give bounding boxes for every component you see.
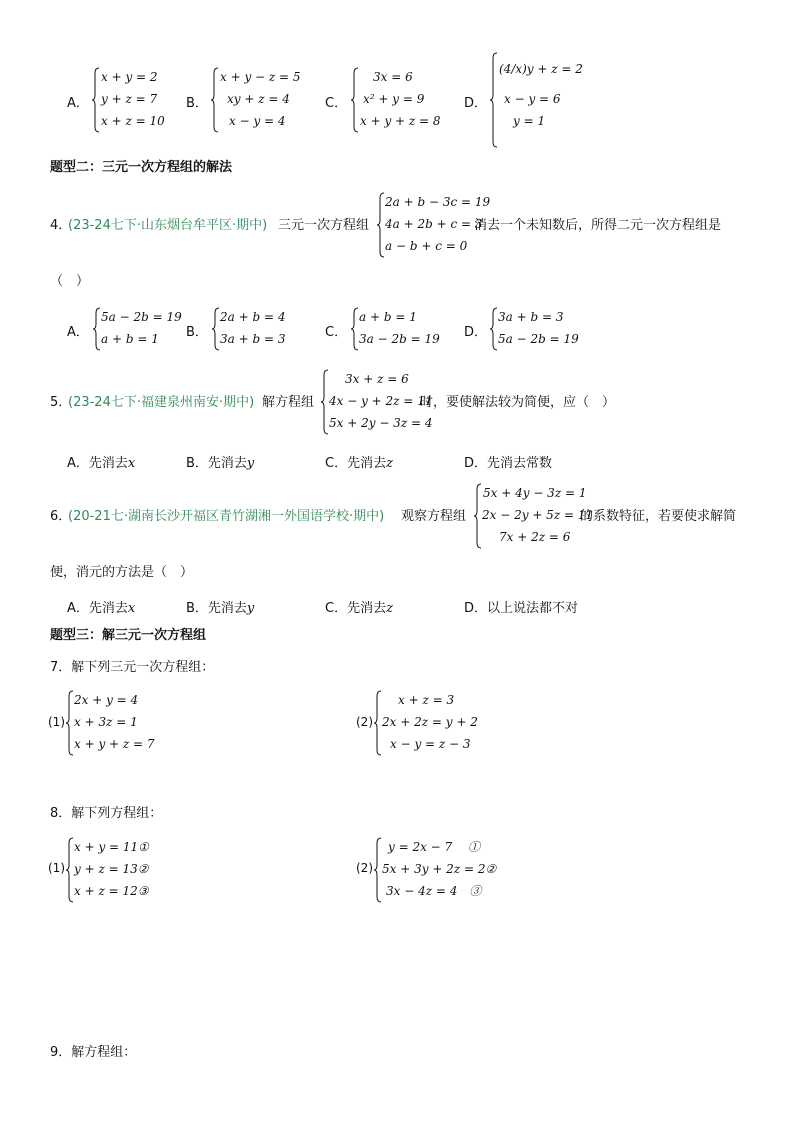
question-9-text: 9．解方程组： <box>50 1045 137 1060</box>
answer-blank: （ ） <box>50 274 90 289</box>
equation: 3x = 6 <box>373 70 413 84</box>
equation: (4/x)y + z = 2 <box>499 62 583 76</box>
brace-icon <box>374 690 382 756</box>
q4-option-a-label: A． <box>67 325 89 340</box>
equation: 3a + b = 3 <box>220 332 286 346</box>
equation: x − y = 4 <box>229 114 286 128</box>
question-number: 4． <box>50 218 72 233</box>
q4-option-d-label: D． <box>464 325 488 340</box>
q3-option-d-label: D． <box>464 96 488 111</box>
q4-system <box>377 192 491 258</box>
q6-option-a: A．先消去x <box>67 601 136 616</box>
equation: x + 3z = 1 <box>74 715 138 729</box>
equation: 2x − 2y + 5z = 11 <box>482 508 594 522</box>
equation: 4x − y + 2z = 11 <box>329 394 433 408</box>
q5-system <box>321 369 433 435</box>
q5-option-a: A．先消去x <box>67 456 136 471</box>
q7-part1-system <box>66 690 166 756</box>
brace-icon <box>374 837 382 903</box>
brace-icon <box>490 307 498 351</box>
equation: 3a − 2b = 19 <box>359 332 440 346</box>
equation: x − y = 6 <box>504 92 561 106</box>
equation: 5x + 3y + 2z = 2② <box>382 862 497 876</box>
equation: x² + y = 9 <box>363 92 425 106</box>
question-text: 观察方程组 <box>401 509 467 524</box>
question-source: (20-21七·湖南长沙开福区青竹湖湘一外国语学校·期中) <box>68 509 385 524</box>
brace-icon <box>377 192 385 258</box>
equation: 5a − 2b = 19 <box>101 310 182 324</box>
equation: xy + z = 4 <box>227 92 290 106</box>
question-text: 便，消元的方法是（ ） <box>50 565 194 580</box>
q4-option-c-system <box>351 307 441 351</box>
question-source: (23-24七下·山东烟台牟平区·期中) <box>68 218 268 233</box>
brace-icon <box>92 67 100 133</box>
q3-option-a-system <box>92 67 172 133</box>
equation: x + z = 10 <box>101 114 165 128</box>
equation: 3a + b = 3 <box>498 310 564 324</box>
question-text: 三元一次方程组 <box>278 218 370 233</box>
equation: x + y + z = 7 <box>74 737 155 751</box>
q3-option-b-label: B． <box>186 96 208 111</box>
q8-part1-system <box>66 837 166 903</box>
brace-icon <box>212 307 220 351</box>
question-text: 7．解下列三元一次方程组： <box>50 660 215 675</box>
part-label: (1) <box>48 861 65 875</box>
equation: a + b = 1 <box>101 332 159 346</box>
equation: x + y = 2 <box>101 70 158 84</box>
equation: 2a + b − 3c = 19 <box>385 195 491 209</box>
equation: y = 2x − 7 ① <box>388 840 480 854</box>
q5-option-c: C．先消去z <box>325 456 393 471</box>
q8-part2-system <box>374 837 504 903</box>
question-text: 的系数特征，若要使求解简 <box>580 509 737 524</box>
part-label: (2) <box>356 861 373 875</box>
q3-option-b-system <box>211 67 301 133</box>
equation: 5a − 2b = 19 <box>498 332 579 346</box>
brace-icon <box>93 307 101 351</box>
question-text: 消去一个未知数后，所得二元一次方程组是 <box>474 218 722 233</box>
part-label: (1) <box>48 715 65 729</box>
part-label: (2) <box>356 715 373 729</box>
equation: x + z = 12③ <box>74 884 149 898</box>
q5-option-d: D．先消去常数 <box>464 456 553 471</box>
equation: x + y − z = 5 <box>220 70 301 84</box>
section-heading: 题型三：解三元一次方程组 <box>50 628 207 643</box>
q3-option-a-label: A． <box>67 96 89 111</box>
brace-icon <box>351 307 359 351</box>
q3-option-c-label: C． <box>325 96 348 111</box>
brace-icon <box>211 67 219 133</box>
q4-option-a-system <box>93 307 183 351</box>
equation: y + z = 13② <box>74 862 149 876</box>
equation: 5x + 2y − 3z = 4 <box>329 416 433 430</box>
q7-part2-system <box>374 690 484 756</box>
q5-option-b: B．先消去y <box>186 456 255 471</box>
section-heading: 题型二：三元一次方程组的解法 <box>50 160 233 175</box>
q4-option-c-label: C． <box>325 325 348 340</box>
equation: x + z = 3 <box>398 693 455 707</box>
question-number: 6． <box>50 509 72 524</box>
brace-icon <box>321 369 329 435</box>
equation: 3x + z = 6 <box>345 372 409 386</box>
equation: y = 1 <box>513 114 546 128</box>
question-text: 时，要使解法较为简便，应（ ） <box>420 395 616 410</box>
q6-option-d: D．以上说法都不对 <box>464 601 579 616</box>
brace-icon <box>490 52 498 148</box>
q4-option-b-label: B． <box>186 325 208 340</box>
equation: x + y + z = 8 <box>360 114 441 128</box>
equation: 2x + 2z = y + 2 <box>382 715 478 729</box>
q3-option-c-system <box>351 67 441 133</box>
question-number: 5． <box>50 395 72 410</box>
brace-icon <box>474 483 482 549</box>
q4-option-b-system <box>212 307 292 351</box>
equation: 2x + y = 4 <box>74 693 139 707</box>
question-text: 解方程组 <box>262 395 315 410</box>
brace-icon <box>66 837 74 903</box>
equation: a − b + c = 0 <box>385 239 468 253</box>
q4-option-d-system <box>490 307 580 351</box>
equation: x + y = 11① <box>74 840 149 854</box>
q3-option-d-system <box>490 52 583 148</box>
equation: 3x − 4z = 4 ③ <box>386 884 482 898</box>
question-source: (23-24七下·福建泉州南安·期中) <box>68 395 255 410</box>
brace-icon <box>351 67 359 133</box>
equation: 4a + 2b + c = 3 <box>385 217 483 231</box>
equation: a + b = 1 <box>359 310 417 324</box>
equation: x − y = z − 3 <box>390 737 471 751</box>
equation: y + z = 7 <box>101 92 158 106</box>
question-text: 8．解下列方程组： <box>50 806 163 821</box>
equation: 2a + b = 4 <box>220 310 286 324</box>
q6-option-c: C．先消去z <box>325 601 393 616</box>
q6-system <box>474 483 594 549</box>
equation: 7x + 2z = 6 <box>499 530 571 544</box>
equation: 5x + 4y − 3z = 1 <box>483 486 587 500</box>
q6-option-b: B．先消去y <box>186 601 255 616</box>
brace-icon <box>66 690 74 756</box>
